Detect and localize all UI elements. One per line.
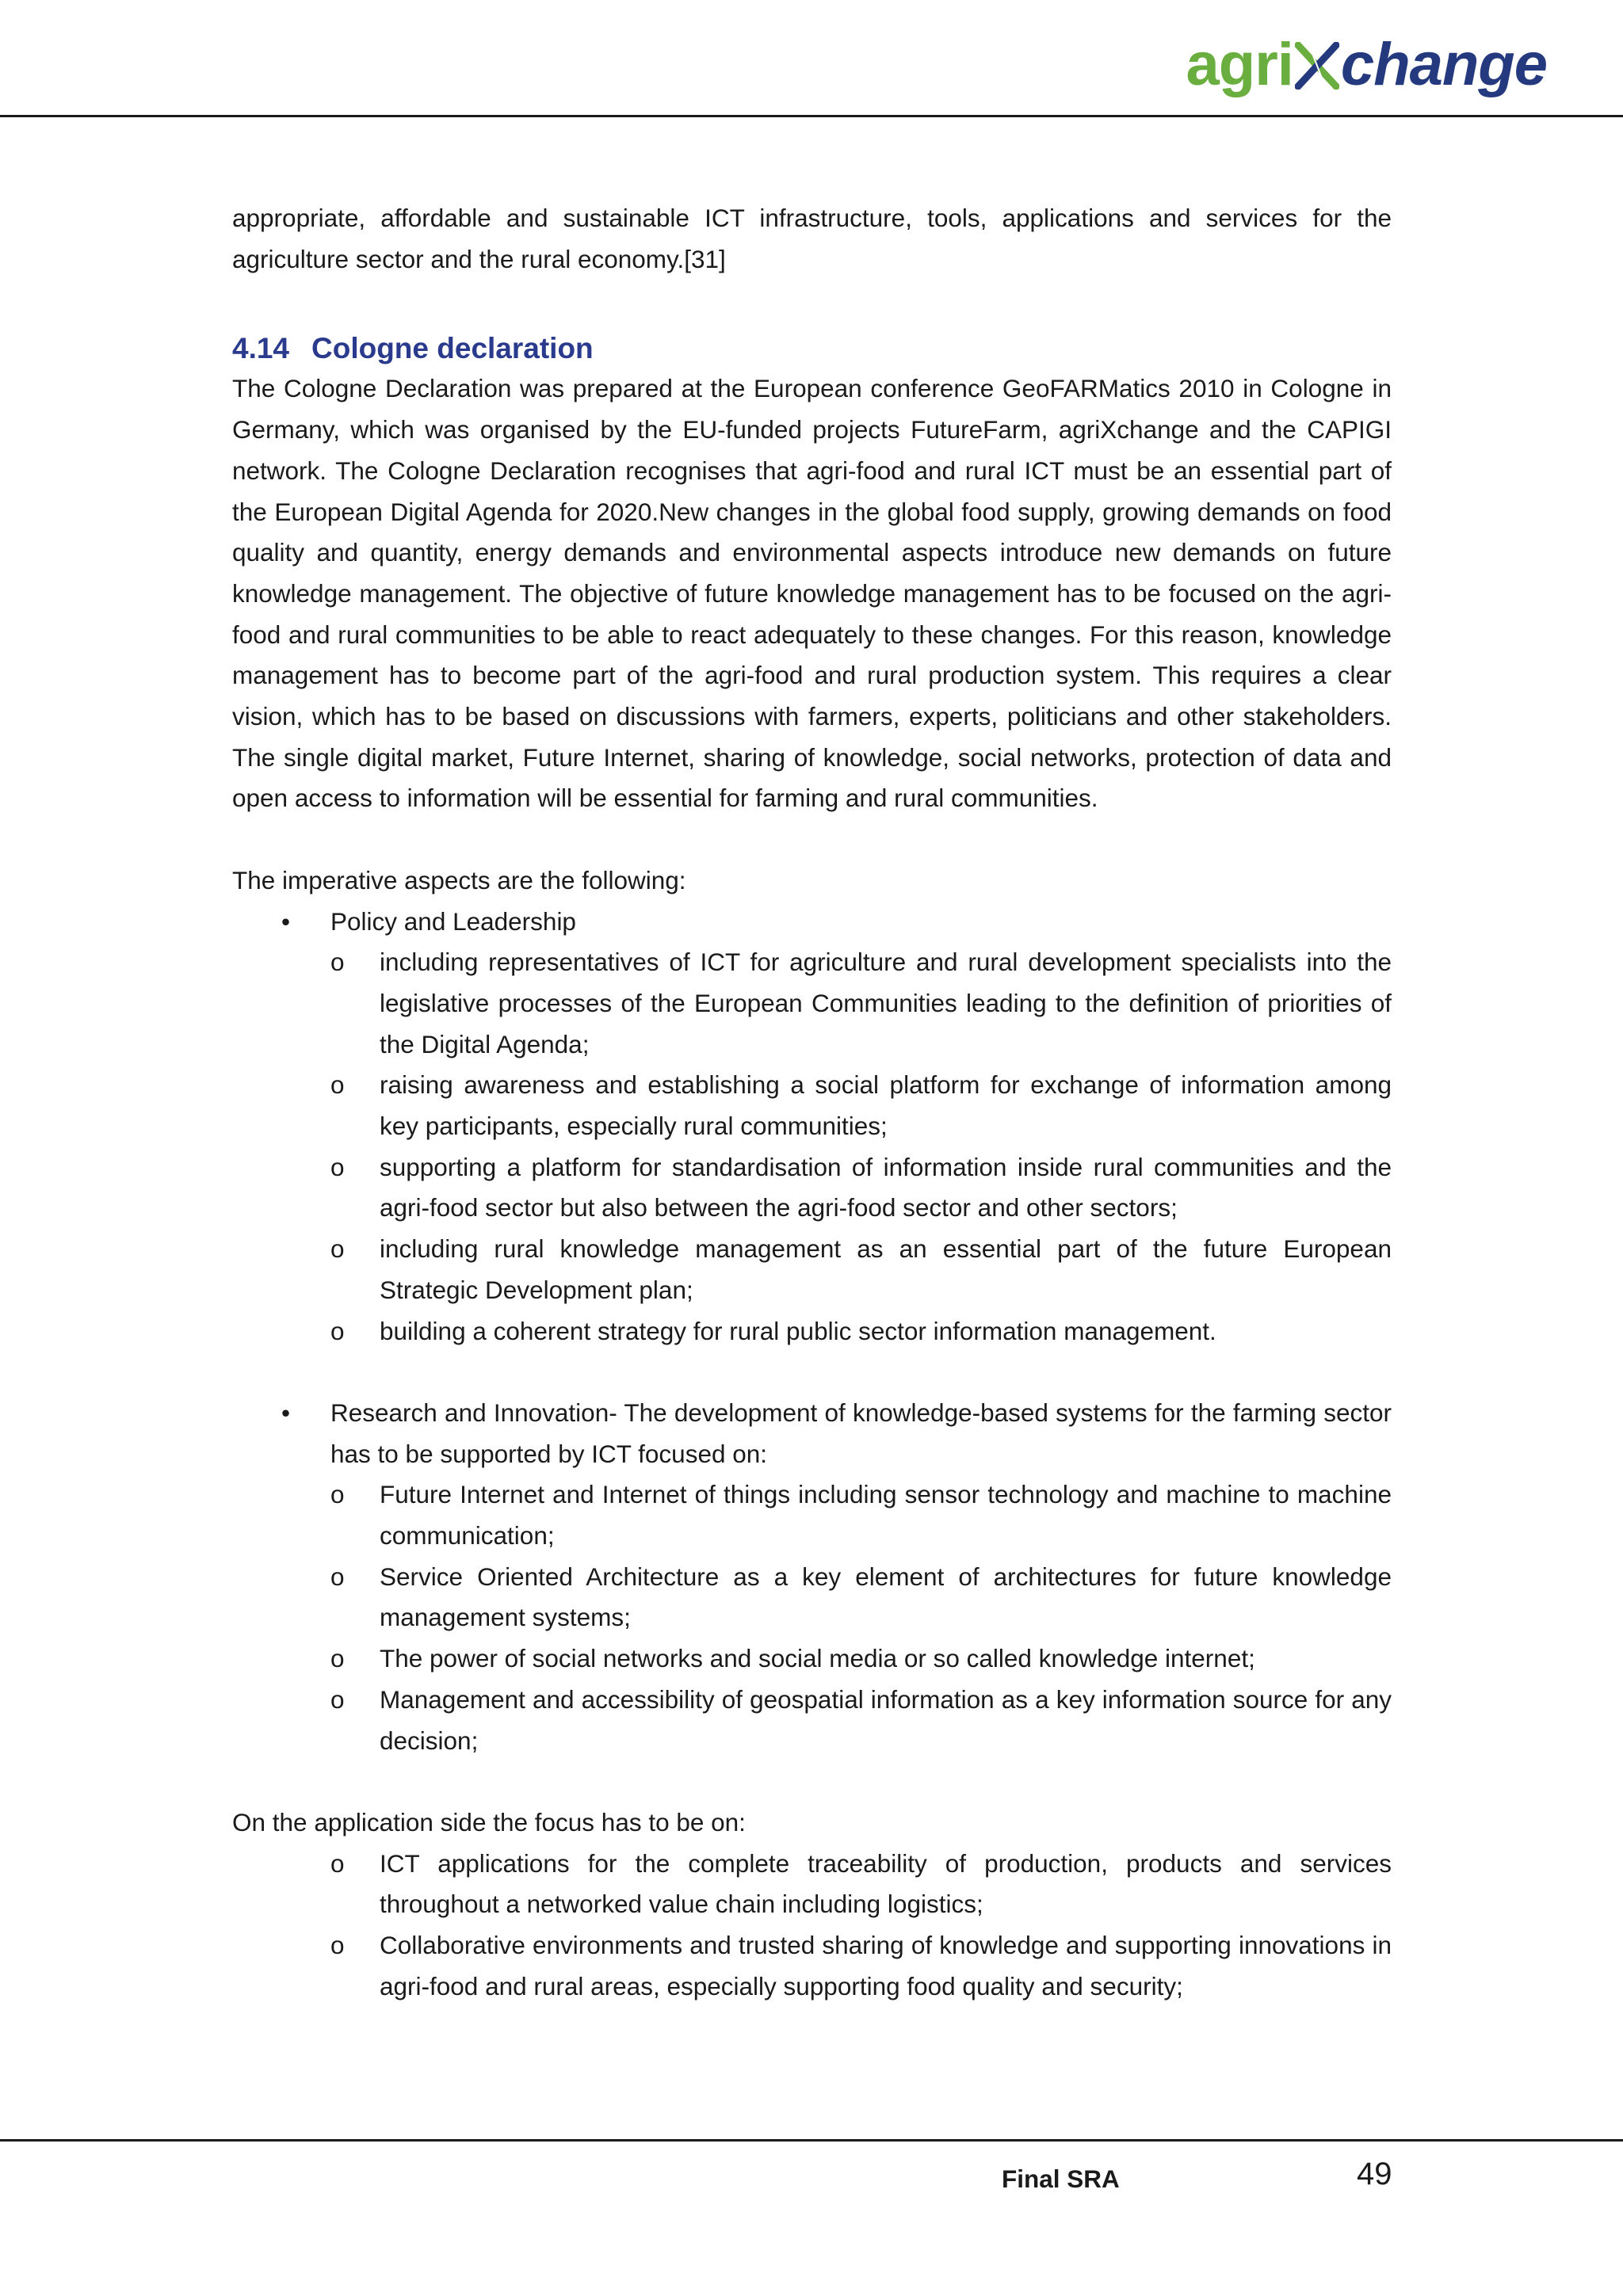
- circle-bullet-icon: o: [330, 1480, 345, 1509]
- intro-paragraph: appropriate, affordable and sustainable ICT infrastructure, tools, applications and services for the agriculture sector and the rural economy.[31]: [232, 204, 1392, 273]
- policy-item: raising awareness and establishing a social platform for exchange of information among key participants, especially rural communities;: [380, 1070, 1392, 1141]
- list-item: [330, 1065, 1392, 1146]
- list-item: [330, 1638, 1392, 1680]
- research-item: Service Oriented Architecture as a key element of architectures for future knowledge management systems;: [380, 1562, 1392, 1632]
- list-item: [232, 1393, 1392, 1761]
- research-item: The power of social networks and social media or so called knowledge internet;: [380, 1644, 1255, 1673]
- page-content: [232, 198, 1392, 2007]
- logo-x-icon: [1295, 42, 1339, 90]
- footer-divider: [0, 2139, 1623, 2142]
- policy-item: building a coherent strategy for rural public sector information management.: [380, 1316, 1216, 1345]
- circle-bullet-icon: o: [330, 1684, 345, 1714]
- circle-bullet-icon: o: [330, 1644, 345, 1673]
- circle-bullet-icon: o: [330, 1316, 345, 1345]
- list-item: [330, 1229, 1392, 1310]
- circle-bullet-icon: o: [330, 1152, 345, 1181]
- logo-agri-text: agri: [1186, 31, 1293, 98]
- policy-item: including rural knowledge management as an essential part of the future European Strategic Development plan;: [380, 1234, 1392, 1304]
- bullet-icon: •: [281, 906, 291, 936]
- application-item: Collaborative environments and trusted sharing of knowledge and supporting innovations in agri-food and rural areas, especially supporting food quality and security;: [380, 1931, 1392, 2000]
- research-item: Future Internet and Internet of things including sensor technology and machine to machine communication;: [380, 1480, 1392, 1550]
- application-item: ICT applications for the complete traceability of production, products and services throughout a networked value chain including logistics;: [380, 1848, 1392, 1919]
- section-heading: [232, 329, 1392, 368]
- policy-sublist: [330, 942, 1392, 1352]
- section-number: 4.14: [232, 332, 290, 365]
- header-divider: [0, 115, 1623, 117]
- policy-item: supporting a platform for standardisation of information inside rural communities and the agri-food sector but also between the agri-food sector and other sectors;: [380, 1152, 1392, 1222]
- bullet-icon: •: [281, 1398, 291, 1427]
- list-item: [232, 902, 1392, 1352]
- circle-bullet-icon: o: [330, 948, 345, 977]
- application-intro: On the application side the focus has to be on:: [232, 1807, 746, 1836]
- research-sublist: [330, 1474, 1392, 1761]
- list-item: [330, 1147, 1392, 1229]
- list-item: [232, 1844, 1392, 1925]
- agrixchange-logo: [1186, 31, 1547, 98]
- logo-change-text: change: [1340, 31, 1547, 98]
- aspect-label-research: Research and Innovation- The development of knowledge-based systems for the farming sector has to be supported by ICT focused on:: [330, 1398, 1392, 1468]
- list-item: [330, 1680, 1392, 1761]
- aspects-list: [232, 902, 1392, 1762]
- circle-bullet-icon: o: [330, 1848, 345, 1878]
- aspect-label-policy: Policy and Leadership: [330, 906, 576, 936]
- list-item: [330, 1474, 1392, 1556]
- research-item: Management and accessibility of geospatial information as a key information source for any decision;: [380, 1684, 1392, 1755]
- circle-bullet-icon: o: [330, 1562, 345, 1591]
- application-list: [232, 1844, 1392, 2008]
- list-item: [330, 1557, 1392, 1638]
- footer-title: Final SRA: [1002, 2164, 1120, 2193]
- imperative-intro: The imperative aspects are the following:: [232, 865, 686, 894]
- section-title: Cologne declaration: [311, 332, 594, 365]
- cologne-paragraph: The Cologne Declaration was prepared at the European conference GeoFARMatics 2010 in Cologne in Germany, which was organised by the EU-funded projects FutureFarm, agriXchange and the CAPIGI network. The Cologne Declaration recognises that agri-food and rural ICT must be an essential part of the European Digital Agenda for 2020.New changes in the global food supply, growing demands on food quality and quantity, energy demands and environmental aspects introduce new demands on future knowledge management. The objective of future knowledge management has to be focused on the agri-food and rural communities to be able to react adequately to these changes. For this reason, knowledge management has to become part of the agri-food and rural production system. This requires a clear vision, which has to be based on discussions with farmers, experts, politicians and other stakeholders. The single digital market, Future Internet, sharing of knowledge, social networks, protection of data and open access to information will be essential for farming and rural communities.: [232, 374, 1392, 813]
- list-item: [330, 942, 1392, 1065]
- page-number: 49: [1357, 2157, 1392, 2191]
- circle-bullet-icon: o: [330, 1070, 345, 1100]
- circle-bullet-icon: o: [330, 1234, 345, 1264]
- policy-item: including representatives of ICT for agriculture and rural development specialists into the legislative processes of the European Communities leading to the definition of priorities of the Digital Agenda;: [380, 948, 1392, 1058]
- list-item: [330, 1311, 1392, 1352]
- circle-bullet-icon: o: [330, 1931, 345, 1960]
- list-item: [232, 1925, 1392, 2007]
